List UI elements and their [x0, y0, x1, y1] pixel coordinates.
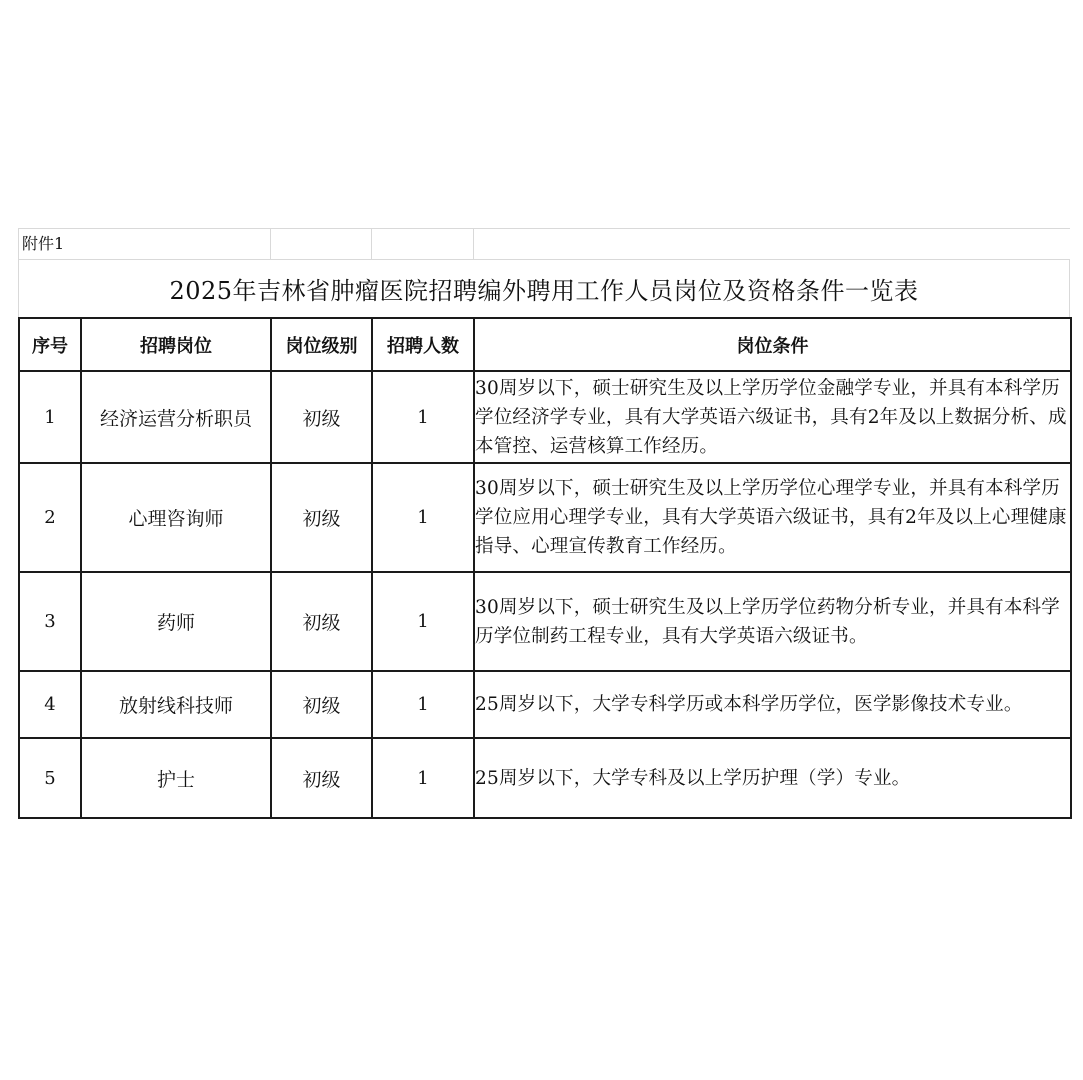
- row-position: 药师: [81, 572, 271, 671]
- table-row: [19, 463, 1071, 572]
- row-no: 3: [19, 572, 81, 671]
- recruitment-table-sheet: [18, 228, 1070, 819]
- row-count: 1: [372, 572, 474, 671]
- row-no: 4: [19, 671, 81, 738]
- empty-cell: [473, 229, 1070, 259]
- row-level: 初级: [271, 371, 372, 463]
- row-count: 1: [372, 671, 474, 738]
- row-count: 1: [372, 463, 474, 572]
- header-count: 招聘人数: [372, 318, 474, 371]
- header-row: [19, 318, 1071, 371]
- row-condition: 30周岁以下，硕士研究生及以上学历学位金融学专业，并具有本科学历学位经济学专业，具有大学英语六级证书，具有2年及以上数据分析、成本管控、运营核算工作经历。: [474, 371, 1071, 463]
- row-condition: 25周岁以下，大学专科及以上学历护理（学）专业。: [474, 738, 1071, 818]
- row-no: 1: [19, 371, 81, 463]
- row-condition: 30周岁以下，硕士研究生及以上学历学位心理学专业，并具有本科学历学位应用心理学专业，具有大学英语六级证书，具有2年及以上心理健康指导、心理宣传教育工作经历。: [474, 463, 1071, 572]
- row-no: 5: [19, 738, 81, 818]
- row-count: 1: [372, 738, 474, 818]
- row-count: 1: [372, 371, 474, 463]
- row-position: 心理咨询师: [81, 463, 271, 572]
- empty-cell: [270, 229, 371, 259]
- table-title-row: [18, 259, 1070, 317]
- header-condition: 岗位条件: [474, 318, 1071, 371]
- row-level: 初级: [271, 572, 372, 671]
- positions-table: [18, 317, 1072, 819]
- row-no: 2: [19, 463, 81, 572]
- table-row: [19, 738, 1071, 818]
- table-title: 2025年吉林省肿瘤医院招聘编外聘用工作人员岗位及资格条件一览表: [169, 277, 919, 305]
- header-level: 岗位级别: [271, 318, 372, 371]
- row-level: 初级: [271, 738, 372, 818]
- table-row: [19, 671, 1071, 738]
- table-row: [19, 572, 1071, 671]
- row-position: 护士: [81, 738, 271, 818]
- row-position: 放射线科技师: [81, 671, 271, 738]
- empty-cell: [371, 229, 473, 259]
- header-no: 序号: [19, 318, 81, 371]
- row-condition: 30周岁以下，硕士研究生及以上学历学位药物分析专业，并具有本科学历学位制药工程专业，具有大学英语六级证书。: [474, 572, 1071, 671]
- table-row: [19, 371, 1071, 463]
- row-condition: 25周岁以下，大学专科学历或本科学历学位，医学影像技术专业。: [474, 671, 1071, 738]
- annex-label: 附件1: [22, 234, 65, 253]
- row-position: 经济运营分析职员: [81, 371, 271, 463]
- row-level: 初级: [271, 463, 372, 572]
- header-position: 招聘岗位: [81, 318, 271, 371]
- row-level: 初级: [271, 671, 372, 738]
- annex-row: [18, 228, 1070, 259]
